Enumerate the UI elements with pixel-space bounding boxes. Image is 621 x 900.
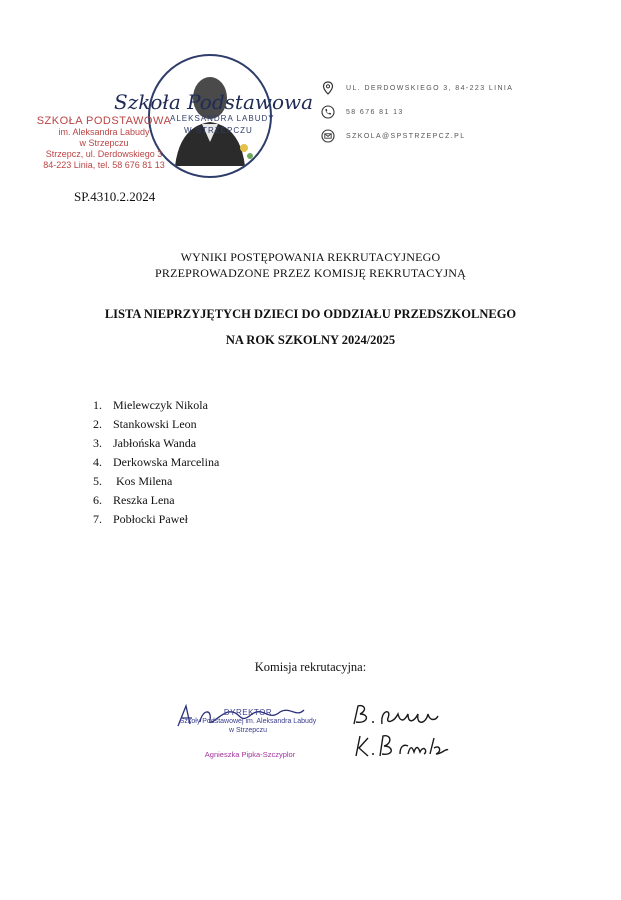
list-item: 2. Stankowski Leon (93, 417, 219, 436)
document-reference: SP.4310.2.2024 (74, 189, 156, 204)
contact-phone (320, 104, 404, 120)
location-pin-icon (320, 80, 336, 96)
stamp-line: Szkoły Podstawowej im. Aleksandra Labudy (179, 718, 317, 725)
stamp-line: w Strzepczu (79, 138, 129, 148)
logo-title: Szkoła Podstawowa (114, 90, 314, 114)
address-text: UL. DERDOWSKIEGO 3, 84-223 LINIA (346, 84, 514, 92)
list-item: 1. Mielewczyk Nikola (93, 398, 219, 417)
stamp-line: Strzepcz, ul. Derdowskiego 3 (45, 149, 163, 159)
children-list (93, 398, 219, 531)
stamp-line: SZKOŁA PODSTAWOWA (36, 115, 172, 127)
document-title-year: NA ROK SZKOLNY 2024/2025 (225, 333, 396, 347)
child-name: Reszka Lena (113, 493, 175, 507)
committee-label: Komisja rekrutacyjna: (254, 660, 367, 674)
child-name: Derkowska Marcelina (113, 455, 220, 469)
child-name: Pobłocki Paweł (113, 512, 188, 526)
stamp-line: im. Aleksandra Labudy (58, 127, 150, 137)
child-name: Mielewczyk Nikola (113, 398, 208, 412)
child-name: Jabłońska Wanda (113, 436, 197, 450)
list-item: 6. Reszka Lena (93, 493, 219, 512)
contact-address (320, 80, 513, 96)
heading-line: WYNIKI POSTĘPOWANIA REKRUTACYJNEGO (180, 250, 441, 264)
heading-line: PRZEPROWADZONE PRZEZ KOMISJĘ REKRUTACYJNĄ (155, 266, 466, 280)
child-name: Kos Milena (116, 474, 173, 488)
list-item: 3. Jabłońska Wanda (93, 436, 219, 455)
director-name: Agnieszka Pipka-Szczyplor (204, 750, 296, 759)
list-item: 7. Pobłocki Paweł (93, 512, 219, 531)
list-item: 4. Derkowska Marcelina (93, 455, 219, 474)
logo-subtitle-name: ALEKSANDRA LABUDY (170, 114, 275, 123)
stamp-title: DYREKTOR (223, 708, 273, 717)
child-name: Stankowski Leon (113, 417, 197, 431)
logo-subtitle-place: W STRZEPCZU (184, 126, 253, 135)
signature-b (348, 700, 443, 730)
stamp-line: w Strzepczu (228, 727, 268, 734)
director-stamp (178, 708, 318, 735)
document-title: LISTA NIEPRZYJĘTYCH DZIECI DO ODDZIAŁU PRZEDSZKOLNEGO (104, 307, 517, 321)
list-item: 5. Kos Milena (93, 474, 219, 493)
phone-icon (320, 104, 336, 120)
stamp-line: 84-223 Linia, tel. 58 676 81 13 (43, 160, 165, 170)
signature-k (350, 730, 450, 760)
contact-email (320, 128, 466, 144)
email-text: SZKOLA@SPSTRZEPCZ.PL (346, 132, 466, 140)
school-stamp (34, 115, 174, 171)
phone-text: 58 676 81 13 (346, 108, 404, 116)
email-icon (320, 128, 336, 144)
